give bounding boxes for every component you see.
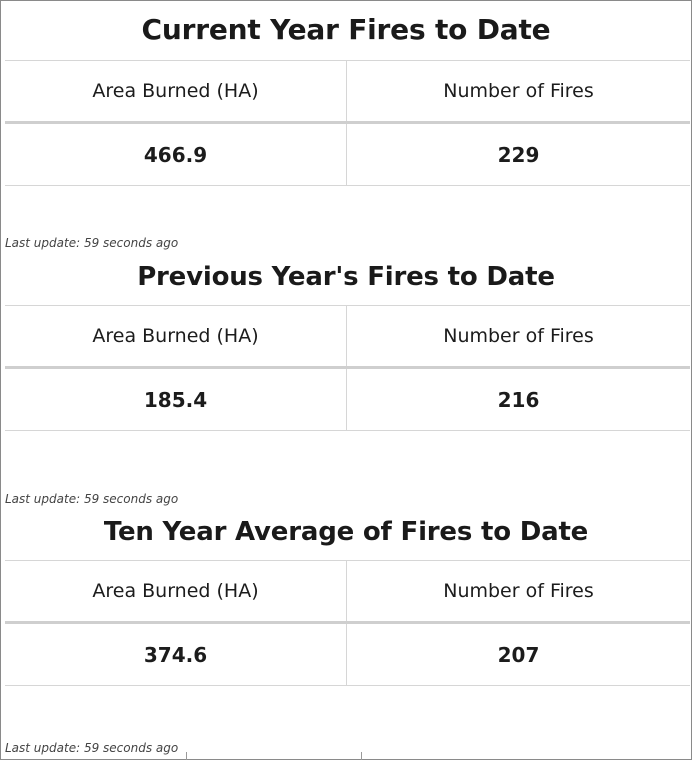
table-ten-year-average [5,560,690,686]
table-header-row [5,561,690,624]
column-header-number-of-fires: Number of Fires [346,306,690,366]
number-of-fires-value: 216 [346,369,690,430]
column-header-area-burned: Area Burned (HA) [92,80,259,102]
panel-title-previous-year: Previous Year's Fires to Date [137,262,555,292]
table-previous-year [5,305,690,431]
last-update-text: Last update: 59 seconds ago [5,492,179,506]
table-row [5,624,690,686]
column-header-area-burned: Area Burned (HA) [92,580,259,602]
last-update-text: Last update: 59 seconds ago [5,236,179,250]
table-header-row [5,61,690,124]
divider [186,752,187,760]
panel-title-current-year: Current Year Fires to Date [141,13,551,46]
area-burned-value: 185.4 [143,387,208,412]
column-header-number-of-fires: Number of Fires [346,561,690,621]
last-update-text: Last update: 59 seconds ago [5,741,179,755]
area-burned-value: 374.6 [143,642,208,667]
table-row [5,369,690,431]
number-of-fires-value: 207 [346,624,690,685]
area-burned-value: 466.9 [143,142,208,167]
panel-title-ten-year-average: Ten Year Average of Fires to Date [103,517,589,547]
table-row [5,124,690,186]
number-of-fires-value: 229 [346,124,690,185]
table-header-row [5,306,690,369]
column-header-number-of-fires: Number of Fires [346,61,690,121]
divider [361,752,362,760]
column-header-area-burned: Area Burned (HA) [92,325,259,347]
table-current-year [5,60,690,186]
